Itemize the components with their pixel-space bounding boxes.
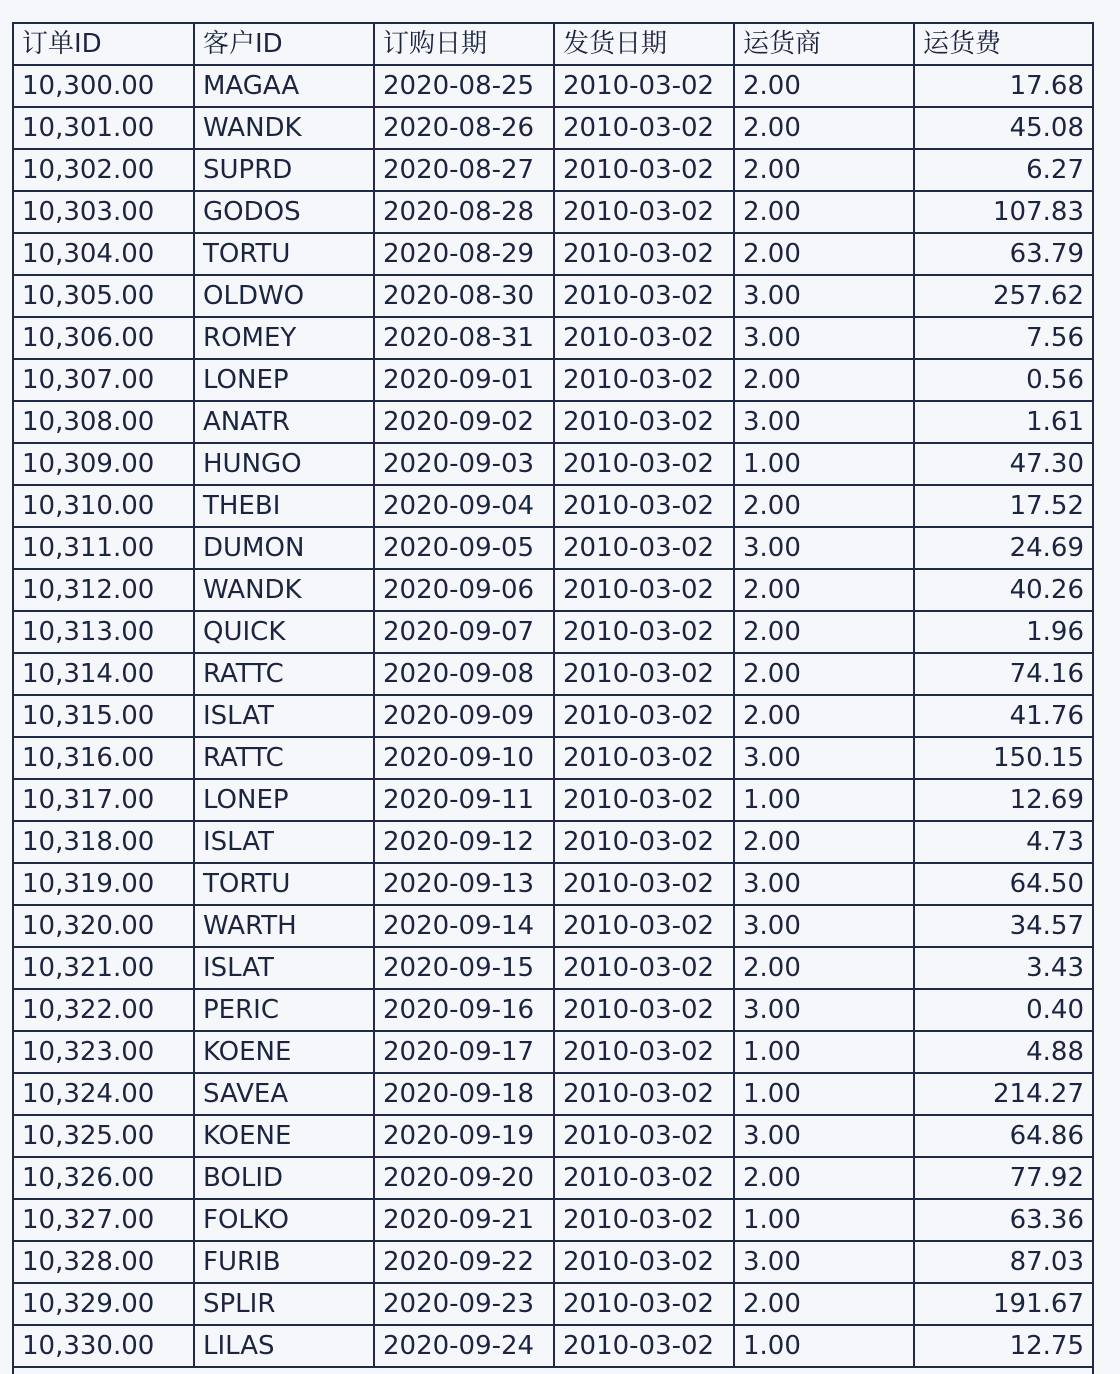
cell-customer-id: WARTH	[194, 905, 374, 947]
table-row	[14, 863, 1092, 905]
cell-order-id: 10,325.00	[14, 1115, 194, 1157]
cell-order-date: 2020-09-09	[374, 695, 554, 737]
cell-order-date: 2020-09-17	[374, 1031, 554, 1073]
cell-customer-id: SPLIR	[194, 1283, 374, 1325]
cell-customer-id: LONEP	[194, 779, 374, 821]
cell-customer-id: RATTC	[194, 653, 374, 695]
cell-order-id: 10,330.00	[14, 1325, 194, 1367]
cell-order-date: 2020-09-13	[374, 863, 554, 905]
table-row	[14, 485, 1092, 527]
cell-order-id: 10,326.00	[14, 1157, 194, 1199]
cell-shipper: 2.00	[734, 947, 914, 989]
cell-order-id: 10,306.00	[14, 317, 194, 359]
cell-ship-date: 2010-03-02	[554, 149, 734, 191]
cell-ship-date: 2010-03-02	[554, 401, 734, 443]
cell-ship-date: 2010-03-02	[554, 611, 734, 653]
cell-order-date: 2020-09-14	[374, 905, 554, 947]
cell-ship-date: 2010-03-02	[554, 989, 734, 1031]
cell-freight: 7.56	[914, 317, 1092, 359]
table-row	[14, 317, 1092, 359]
cell-shipper: 3.00	[734, 527, 914, 569]
cell-shipper: 2.00	[734, 359, 914, 401]
cell-order-id: 10,304.00	[14, 233, 194, 275]
cell-ship-date: 2010-03-02	[554, 317, 734, 359]
cell-freight: 24.69	[914, 527, 1092, 569]
table-row	[14, 443, 1092, 485]
cell-ship-date: 2010-03-02	[554, 191, 734, 233]
cell-customer-id: BOLID	[194, 1157, 374, 1199]
cell-order-date: 2020-09-21	[374, 1199, 554, 1241]
cell-order-date: 2020-09-10	[374, 737, 554, 779]
table-row	[14, 1199, 1092, 1241]
table-body	[14, 65, 1092, 1367]
table-row	[14, 905, 1092, 947]
cell-freight: 191.67	[914, 1283, 1092, 1325]
cell-order-date: 2020-09-22	[374, 1241, 554, 1283]
cell-ship-date: 2010-03-02	[554, 653, 734, 695]
cell-customer-id: OLDWO	[194, 275, 374, 317]
cell-freight: 17.52	[914, 485, 1092, 527]
cell-freight: 12.69	[914, 779, 1092, 821]
cell-customer-id: TORTU	[194, 233, 374, 275]
orders-table-container	[12, 22, 1094, 1374]
header-row	[14, 23, 1092, 65]
cell-freight: 6.27	[914, 149, 1092, 191]
cell-order-id: 10,312.00	[14, 569, 194, 611]
cell-order-id: 10,308.00	[14, 401, 194, 443]
cell-ship-date: 2010-03-02	[554, 443, 734, 485]
header-freight: 运货费	[914, 23, 1092, 65]
cell-ship-date: 2010-03-02	[554, 1031, 734, 1073]
cell-shipper: 2.00	[734, 191, 914, 233]
cell-order-id: 10,309.00	[14, 443, 194, 485]
cell-order-id: 10,323.00	[14, 1031, 194, 1073]
cell-order-date: 2020-09-03	[374, 443, 554, 485]
cell-freight: 64.50	[914, 863, 1092, 905]
cell-freight: 17.68	[914, 65, 1092, 107]
cell-shipper: 2.00	[734, 653, 914, 695]
cell-shipper: 2.00	[734, 695, 914, 737]
cell-order-id: 10,316.00	[14, 737, 194, 779]
cell-customer-id: FOLKO	[194, 1199, 374, 1241]
cell-ship-date: 2010-03-02	[554, 569, 734, 611]
cell-customer-id: TORTU	[194, 863, 374, 905]
table-row	[14, 359, 1092, 401]
cell-order-id: 10,307.00	[14, 359, 194, 401]
cell-freight: 40.26	[914, 569, 1092, 611]
cell-ship-date: 2010-03-02	[554, 527, 734, 569]
cell-customer-id: GODOS	[194, 191, 374, 233]
cell-freight: 3.43	[914, 947, 1092, 989]
table-row	[14, 1115, 1092, 1157]
table-row	[14, 989, 1092, 1031]
table-row	[14, 611, 1092, 653]
cell-order-id: 10,322.00	[14, 989, 194, 1031]
cell-shipper: 2.00	[734, 233, 914, 275]
cell-shipper: 2.00	[734, 485, 914, 527]
cell-order-id: 10,321.00	[14, 947, 194, 989]
cell-shipper: 3.00	[734, 275, 914, 317]
cell-order-date: 2020-09-16	[374, 989, 554, 1031]
cell-order-date: 2020-09-01	[374, 359, 554, 401]
cell-order-id: 10,313.00	[14, 611, 194, 653]
orders-table	[14, 22, 1092, 1368]
cell-order-id: 10,305.00	[14, 275, 194, 317]
cell-shipper: 1.00	[734, 1073, 914, 1115]
cell-freight: 12.75	[914, 1325, 1092, 1367]
cell-order-date: 2020-09-12	[374, 821, 554, 863]
table-row	[14, 149, 1092, 191]
table-row	[14, 65, 1092, 107]
cell-ship-date: 2010-03-02	[554, 695, 734, 737]
cell-freight: 87.03	[914, 1241, 1092, 1283]
cell-order-id: 10,327.00	[14, 1199, 194, 1241]
cell-ship-date: 2010-03-02	[554, 275, 734, 317]
cell-customer-id: ISLAT	[194, 947, 374, 989]
cell-order-id: 10,315.00	[14, 695, 194, 737]
cell-order-id: 10,318.00	[14, 821, 194, 863]
cell-shipper: 3.00	[734, 401, 914, 443]
cell-freight: 4.88	[914, 1031, 1092, 1073]
table-row	[14, 695, 1092, 737]
cell-shipper: 2.00	[734, 569, 914, 611]
cell-freight: 64.86	[914, 1115, 1092, 1157]
cell-customer-id: SAVEA	[194, 1073, 374, 1115]
table-row	[14, 737, 1092, 779]
cell-freight: 77.92	[914, 1157, 1092, 1199]
table-row	[14, 233, 1092, 275]
cell-order-date: 2020-09-07	[374, 611, 554, 653]
cell-order-date: 2020-08-30	[374, 275, 554, 317]
cell-shipper: 3.00	[734, 863, 914, 905]
cell-order-date: 2020-09-15	[374, 947, 554, 989]
cell-shipper: 1.00	[734, 1199, 914, 1241]
cell-freight: 1.96	[914, 611, 1092, 653]
cell-ship-date: 2010-03-02	[554, 737, 734, 779]
table-row	[14, 1241, 1092, 1283]
cell-freight: 63.79	[914, 233, 1092, 275]
cell-shipper: 2.00	[734, 149, 914, 191]
cell-order-id: 10,328.00	[14, 1241, 194, 1283]
cell-ship-date: 2010-03-02	[554, 233, 734, 275]
cell-order-id: 10,301.00	[14, 107, 194, 149]
table-row	[14, 401, 1092, 443]
table-header	[14, 23, 1092, 65]
cell-customer-id: ISLAT	[194, 821, 374, 863]
cell-customer-id: SUPRD	[194, 149, 374, 191]
cell-order-id: 10,319.00	[14, 863, 194, 905]
cell-order-date: 2020-09-19	[374, 1115, 554, 1157]
cell-order-id: 10,329.00	[14, 1283, 194, 1325]
cell-shipper: 2.00	[734, 107, 914, 149]
table-row	[14, 1283, 1092, 1325]
table-row	[14, 107, 1092, 149]
table-row	[14, 821, 1092, 863]
cell-order-id: 10,302.00	[14, 149, 194, 191]
cell-ship-date: 2010-03-02	[554, 65, 734, 107]
cell-freight: 107.83	[914, 191, 1092, 233]
cell-order-date: 2020-08-28	[374, 191, 554, 233]
cell-ship-date: 2010-03-02	[554, 485, 734, 527]
cell-ship-date: 2010-03-02	[554, 905, 734, 947]
cell-shipper: 1.00	[734, 443, 914, 485]
cell-freight: 47.30	[914, 443, 1092, 485]
cell-freight: 74.16	[914, 653, 1092, 695]
cell-customer-id: WANDK	[194, 107, 374, 149]
table-row	[14, 779, 1092, 821]
cell-shipper: 3.00	[734, 905, 914, 947]
cell-shipper: 3.00	[734, 989, 914, 1031]
cell-freight: 34.57	[914, 905, 1092, 947]
cell-customer-id: DUMON	[194, 527, 374, 569]
cell-freight: 0.56	[914, 359, 1092, 401]
cell-shipper: 3.00	[734, 317, 914, 359]
cell-customer-id: WANDK	[194, 569, 374, 611]
cell-order-date: 2020-09-08	[374, 653, 554, 695]
cell-customer-id: LONEP	[194, 359, 374, 401]
cell-ship-date: 2010-03-02	[554, 1157, 734, 1199]
cell-order-id: 10,320.00	[14, 905, 194, 947]
cell-order-id: 10,303.00	[14, 191, 194, 233]
header-customer-id: 客户ID	[194, 23, 374, 65]
cell-ship-date: 2010-03-02	[554, 779, 734, 821]
cell-order-date: 2020-09-02	[374, 401, 554, 443]
cell-order-date: 2020-08-31	[374, 317, 554, 359]
cell-shipper: 3.00	[734, 1115, 914, 1157]
cell-order-date: 2020-08-29	[374, 233, 554, 275]
cell-shipper: 1.00	[734, 779, 914, 821]
cell-freight: 150.15	[914, 737, 1092, 779]
cell-shipper: 1.00	[734, 1031, 914, 1073]
table-row	[14, 947, 1092, 989]
cell-customer-id: ANATR	[194, 401, 374, 443]
table-row	[14, 275, 1092, 317]
cell-customer-id: KOENE	[194, 1031, 374, 1073]
cell-order-date: 2020-09-11	[374, 779, 554, 821]
cell-ship-date: 2010-03-02	[554, 821, 734, 863]
cell-customer-id: PERIC	[194, 989, 374, 1031]
cell-freight: 257.62	[914, 275, 1092, 317]
cell-customer-id: RATTC	[194, 737, 374, 779]
cell-customer-id: ROMEY	[194, 317, 374, 359]
cell-shipper: 2.00	[734, 1283, 914, 1325]
cell-order-date: 2020-08-26	[374, 107, 554, 149]
cell-order-date: 2020-09-05	[374, 527, 554, 569]
cell-order-date: 2020-08-27	[374, 149, 554, 191]
cell-shipper: 3.00	[734, 737, 914, 779]
cell-shipper: 2.00	[734, 65, 914, 107]
cell-freight: 0.40	[914, 989, 1092, 1031]
header-order-id: 订单ID	[14, 23, 194, 65]
cell-customer-id: MAGAA	[194, 65, 374, 107]
cell-ship-date: 2010-03-02	[554, 1115, 734, 1157]
cell-order-id: 10,324.00	[14, 1073, 194, 1115]
cell-ship-date: 2010-03-02	[554, 1073, 734, 1115]
table-row	[14, 191, 1092, 233]
cell-shipper: 2.00	[734, 821, 914, 863]
cell-freight: 45.08	[914, 107, 1092, 149]
cell-order-date: 2020-09-18	[374, 1073, 554, 1115]
cell-customer-id: HUNGO	[194, 443, 374, 485]
cell-freight: 214.27	[914, 1073, 1092, 1115]
header-order-date: 订购日期	[374, 23, 554, 65]
cell-order-date: 2020-09-24	[374, 1325, 554, 1367]
table-row	[14, 1157, 1092, 1199]
cell-customer-id: ISLAT	[194, 695, 374, 737]
cell-order-date: 2020-09-20	[374, 1157, 554, 1199]
cell-ship-date: 2010-03-02	[554, 1325, 734, 1367]
cell-order-id: 10,317.00	[14, 779, 194, 821]
table-row	[14, 1325, 1092, 1367]
table-row	[14, 569, 1092, 611]
cell-ship-date: 2010-03-02	[554, 1283, 734, 1325]
cell-freight: 4.73	[914, 821, 1092, 863]
cell-shipper: 2.00	[734, 1157, 914, 1199]
table-row	[14, 653, 1092, 695]
table-row	[14, 527, 1092, 569]
cell-customer-id: LILAS	[194, 1325, 374, 1367]
cell-freight: 41.76	[914, 695, 1092, 737]
cell-ship-date: 2010-03-02	[554, 107, 734, 149]
cell-customer-id: THEBI	[194, 485, 374, 527]
cell-order-date: 2020-09-04	[374, 485, 554, 527]
cell-order-id: 10,310.00	[14, 485, 194, 527]
cell-ship-date: 2010-03-02	[554, 1199, 734, 1241]
table-row	[14, 1031, 1092, 1073]
cell-customer-id: FURIB	[194, 1241, 374, 1283]
cell-freight: 1.61	[914, 401, 1092, 443]
table-row	[14, 1073, 1092, 1115]
cell-ship-date: 2010-03-02	[554, 947, 734, 989]
cell-customer-id: QUICK	[194, 611, 374, 653]
cell-ship-date: 2010-03-02	[554, 359, 734, 401]
cell-order-id: 10,314.00	[14, 653, 194, 695]
cell-shipper: 2.00	[734, 611, 914, 653]
header-ship-date: 发货日期	[554, 23, 734, 65]
header-shipper: 运货商	[734, 23, 914, 65]
cell-shipper: 3.00	[734, 1241, 914, 1283]
cell-ship-date: 2010-03-02	[554, 863, 734, 905]
cell-freight: 63.36	[914, 1199, 1092, 1241]
cell-order-date: 2020-08-25	[374, 65, 554, 107]
cell-order-date: 2020-09-06	[374, 569, 554, 611]
cell-shipper: 1.00	[734, 1325, 914, 1367]
cell-order-date: 2020-09-23	[374, 1283, 554, 1325]
cell-customer-id: KOENE	[194, 1115, 374, 1157]
cell-order-id: 10,300.00	[14, 65, 194, 107]
cell-ship-date: 2010-03-02	[554, 1241, 734, 1283]
cell-order-id: 10,311.00	[14, 527, 194, 569]
